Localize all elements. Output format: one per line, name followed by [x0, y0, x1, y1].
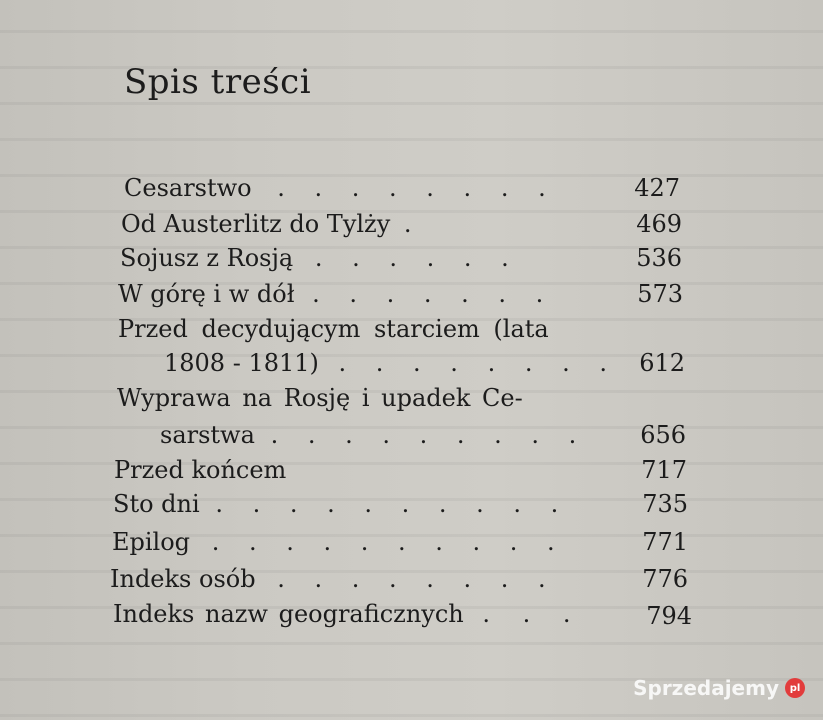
leader-dots: . [403, 210, 423, 238]
leader-dots: . . . . . . . . [338, 349, 618, 377]
toc-entry-title: sarstwa [160, 421, 255, 449]
leader-dots: . . . . . . [314, 244, 520, 272]
leader-dots: . . . . . . . [312, 280, 555, 308]
toc-page-number: 776 [642, 565, 688, 593]
leader-dots: . . . . . . . . . . [211, 528, 566, 556]
toc-entry-title: Wyprawa na Rosję i upadek Ce- [117, 384, 523, 412]
toc-entry [164, 349, 618, 377]
toc-page-number: 536 [636, 244, 682, 272]
watermark-logo-icon: pl [785, 678, 805, 698]
watermark [633, 676, 805, 700]
toc-page-number: 794 [646, 602, 692, 630]
toc-entry [114, 456, 286, 484]
toc-entry [120, 244, 520, 272]
toc-entry [110, 565, 557, 593]
toc-entry-title: Sojusz z Rosją [120, 244, 294, 272]
toc-entry [121, 210, 423, 238]
toc-entry [113, 600, 582, 628]
toc-entry [113, 490, 569, 518]
toc-page-number: 573 [637, 280, 683, 308]
toc-entry-title: Cesarstwo [124, 174, 252, 202]
toc-entry-title: Indeks osób [110, 565, 256, 593]
toc-entry-title: Epilog [112, 528, 191, 556]
toc-entry [118, 315, 549, 343]
toc-page-number: 469 [636, 210, 682, 238]
leader-dots: . . . . . . . . . [270, 421, 588, 449]
toc-page-number: 771 [642, 528, 688, 556]
toc-entry-title: Przed końcem [114, 456, 287, 484]
toc-entry-title: W górę i w dół [118, 280, 295, 308]
toc-entry [124, 174, 557, 202]
leader-dots: . . . . . . . . . . [215, 490, 570, 518]
toc-entry [112, 528, 566, 556]
toc-page-number: 427 [634, 174, 680, 202]
toc-entry-title: Indeks nazw geograficznych [113, 600, 464, 628]
toc-page-number: 612 [639, 349, 685, 377]
toc-entry [118, 280, 554, 308]
toc-entry-title: Od Austerlitz do Tylży [121, 210, 391, 238]
watermark-text: Sprzedajemy [633, 676, 779, 700]
toc-page-number: 735 [642, 490, 688, 518]
toc-page-number: 717 [641, 456, 687, 484]
toc-entry [160, 421, 587, 449]
page-title: Spis treści [124, 62, 312, 102]
leader-dots: . . . . . . . . [277, 174, 557, 202]
toc-entry-title: 1808 - 1811) [164, 349, 319, 377]
toc-entry-title: Sto dni [113, 490, 200, 518]
toc-entry [117, 384, 523, 412]
toc-page-number: 656 [640, 421, 686, 449]
leader-dots: . . . [482, 600, 582, 628]
toc-entry-title: Przed decydującym starciem (lata [118, 315, 549, 343]
leader-dots: . . . . . . . . [277, 565, 557, 593]
